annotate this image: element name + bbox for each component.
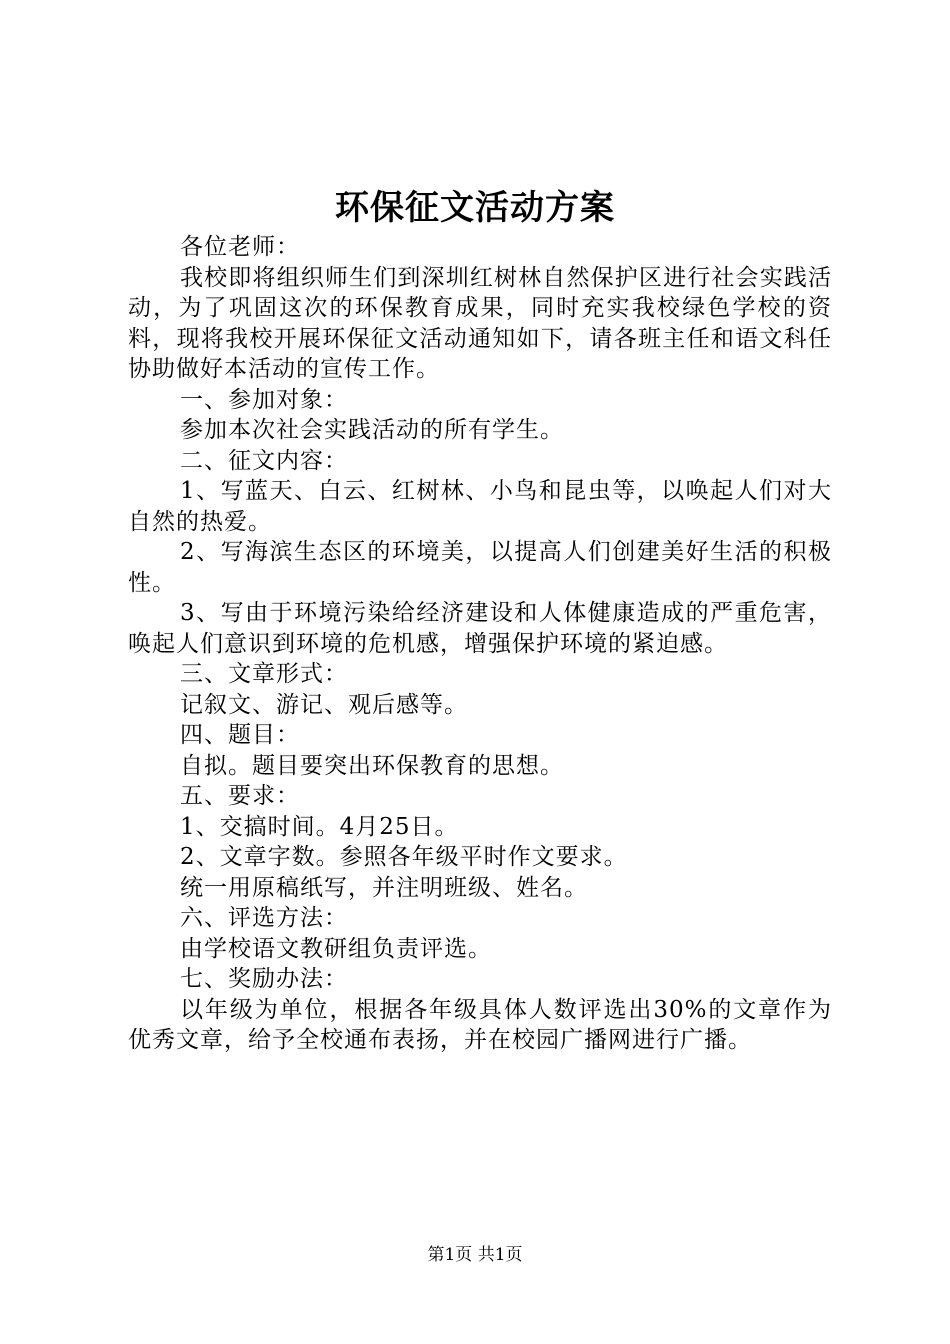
- section-heading-form: 三、文章形式：: [180, 661, 348, 687]
- section-heading-requirements: 五、要求：: [180, 783, 300, 809]
- paragraph-content-1: 1、写蓝天、白云、红树林、小鸟和昆虫等，以唤起人们对大自然的热爱。: [128, 478, 832, 535]
- section-heading-topic: 四、题目：: [180, 722, 300, 748]
- paragraph-selection: 由学校语文教研组负责评选。: [180, 935, 492, 962]
- paragraph-content-2: 2、写海滨生态区的环境美，以提高人们创建美好生活的积极性。: [128, 539, 832, 596]
- section-heading-selection: 六、评选方法：: [180, 905, 348, 931]
- section-heading-rewards: 七、奖励办法：: [180, 966, 348, 992]
- paragraph-topic: 自拟。题目要突出环保教育的思想。: [180, 752, 564, 779]
- paragraph-rewards: 以年级为单位，根据各年级具体人数评选出30%的文章作为优秀文章，给予全校通布表扬，并在校园广播网进行广播。: [128, 996, 832, 1053]
- paragraph-salutation: 各位老师：: [180, 234, 300, 260]
- section-heading-content: 二、征文内容：: [180, 447, 348, 474]
- paragraph-requirement-3: 统一用原稿纸写，并注明班级、姓名。: [180, 874, 588, 901]
- paragraph-participants: 参加本次社会实践活动的所有学生。: [180, 417, 564, 443]
- paragraph-content-3: 3、写由于环境污染给经济建设和人体健康造成的严重危害，唤起人们意识到环境的危机感，增强保护环境的紧迫感。: [128, 600, 832, 657]
- section-heading-participants: 一、参加对象：: [180, 386, 348, 413]
- document-body: [128, 232, 832, 1056]
- page-footer: 第1页 共1页: [427, 1245, 523, 1265]
- paragraph-requirement-1: 1、交搞时间。4月25日。: [180, 813, 459, 840]
- paragraph-intro: 我校即将组织师生们到深圳红树林自然保护区进行社会实践活动，为了巩固这次的环保教育成果，同时充实我校绿色学校的资料，现将我校开展环保征文活动通知如下，请各班主任和语文科任协助做好本活动的宣传工作。: [128, 264, 832, 382]
- document-title: 环保征文活动方案: [335, 188, 615, 228]
- paragraph-requirement-2: 2、文章字数。参照各年级平时作文要求。: [180, 844, 628, 870]
- paragraph-form: 记叙文、游记、观后感等。: [180, 691, 468, 718]
